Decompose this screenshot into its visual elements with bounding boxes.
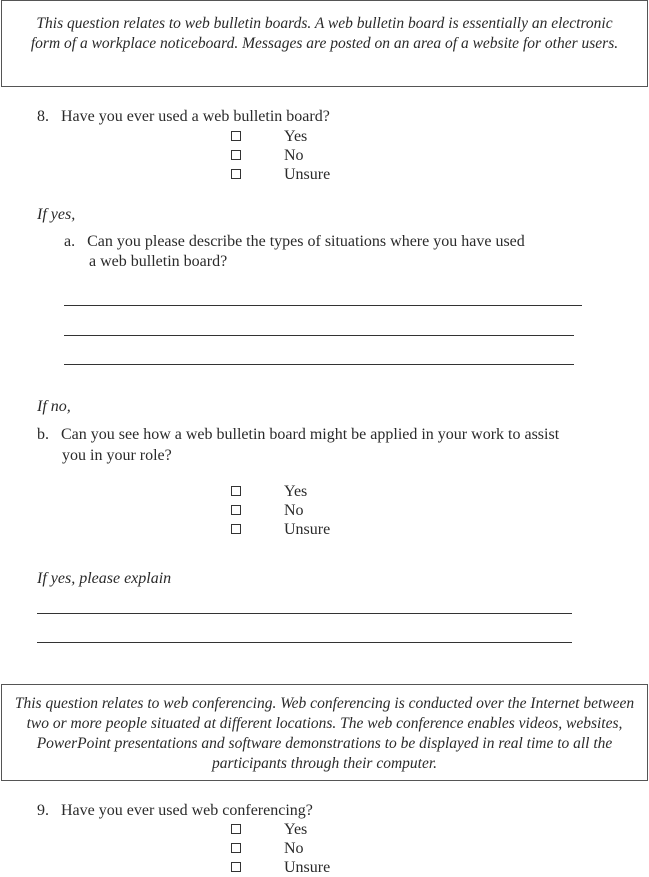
- q8b-option-unsure: Unsure: [284, 521, 331, 538]
- answer-line-8b-2[interactable]: [37, 642, 572, 643]
- q8-checkbox-yes[interactable]: [231, 131, 241, 141]
- if-yes-label: If yes,: [37, 206, 76, 223]
- answer-line-8a-2[interactable]: [64, 335, 574, 336]
- info-box-bulletin-boards: [1, 0, 648, 87]
- q8b-option-no: No: [284, 502, 304, 519]
- question-8a-label: a.: [64, 233, 76, 250]
- question-8a-line2: a web bulletin board?: [89, 253, 228, 270]
- q9-option-no: No: [284, 840, 304, 857]
- question-8-number: 8.: [37, 108, 49, 125]
- question-8b-line2: you in your role?: [62, 447, 172, 464]
- q8b-checkbox-no[interactable]: [231, 505, 241, 515]
- question-8-text: Have you ever used a web bulletin board?: [61, 108, 330, 125]
- question-8a-line1: Can you please describe the types of situations where you have used: [87, 233, 525, 250]
- q8-option-unsure: Unsure: [284, 166, 331, 183]
- info-box-web-conferencing: [1, 684, 648, 781]
- q8-checkbox-unsure[interactable]: [231, 169, 241, 179]
- question-9-number: 9.: [37, 802, 49, 819]
- q8b-checkbox-yes[interactable]: [231, 486, 241, 496]
- q9-checkbox-unsure[interactable]: [231, 862, 241, 872]
- answer-line-8b-1[interactable]: [37, 613, 572, 614]
- question-9-text: Have you ever used web conferencing?: [61, 802, 313, 819]
- q8b-checkbox-unsure[interactable]: [231, 524, 241, 534]
- question-8b-line1: Can you see how a web bulletin board might be applied in your work to assist: [61, 426, 560, 443]
- answer-line-8a-3[interactable]: [64, 364, 574, 365]
- question-8a: [64, 232, 525, 252]
- if-yes-explain-label: If yes, please explain: [37, 570, 172, 587]
- q9-checkbox-no[interactable]: [231, 843, 241, 853]
- q9-option-yes: Yes: [284, 821, 308, 838]
- question-8: [37, 107, 330, 127]
- answer-line-8a-1[interactable]: [64, 305, 582, 306]
- question-8b-label: b.: [37, 426, 49, 443]
- q8-option-yes: Yes: [284, 128, 308, 145]
- q8-option-no: No: [284, 147, 304, 164]
- if-no-label: If no,: [37, 398, 71, 415]
- q8b-option-yes: Yes: [284, 483, 308, 500]
- q9-checkbox-yes[interactable]: [231, 824, 241, 834]
- info-text-bulletin-boards: This question relates to web bulletin boards. A web bulletin board is essentially an electronic form of a workplace noticeboard. Messages are posted on an area of a website for other users.: [30, 15, 619, 52]
- info-text-web-conferencing: This question relates to web conferencing. Web conferencing is conducted over the Internet between two or more people situated at different locations. The web conference enables videos, websites, PowerPoint presentations and software demonstrations to be displayed in real time to all the participants through their computer.: [14, 695, 635, 772]
- question-9: [37, 801, 313, 821]
- q9-option-unsure: Unsure: [284, 859, 331, 876]
- question-8b: [37, 425, 559, 445]
- q8-checkbox-no[interactable]: [231, 150, 241, 160]
